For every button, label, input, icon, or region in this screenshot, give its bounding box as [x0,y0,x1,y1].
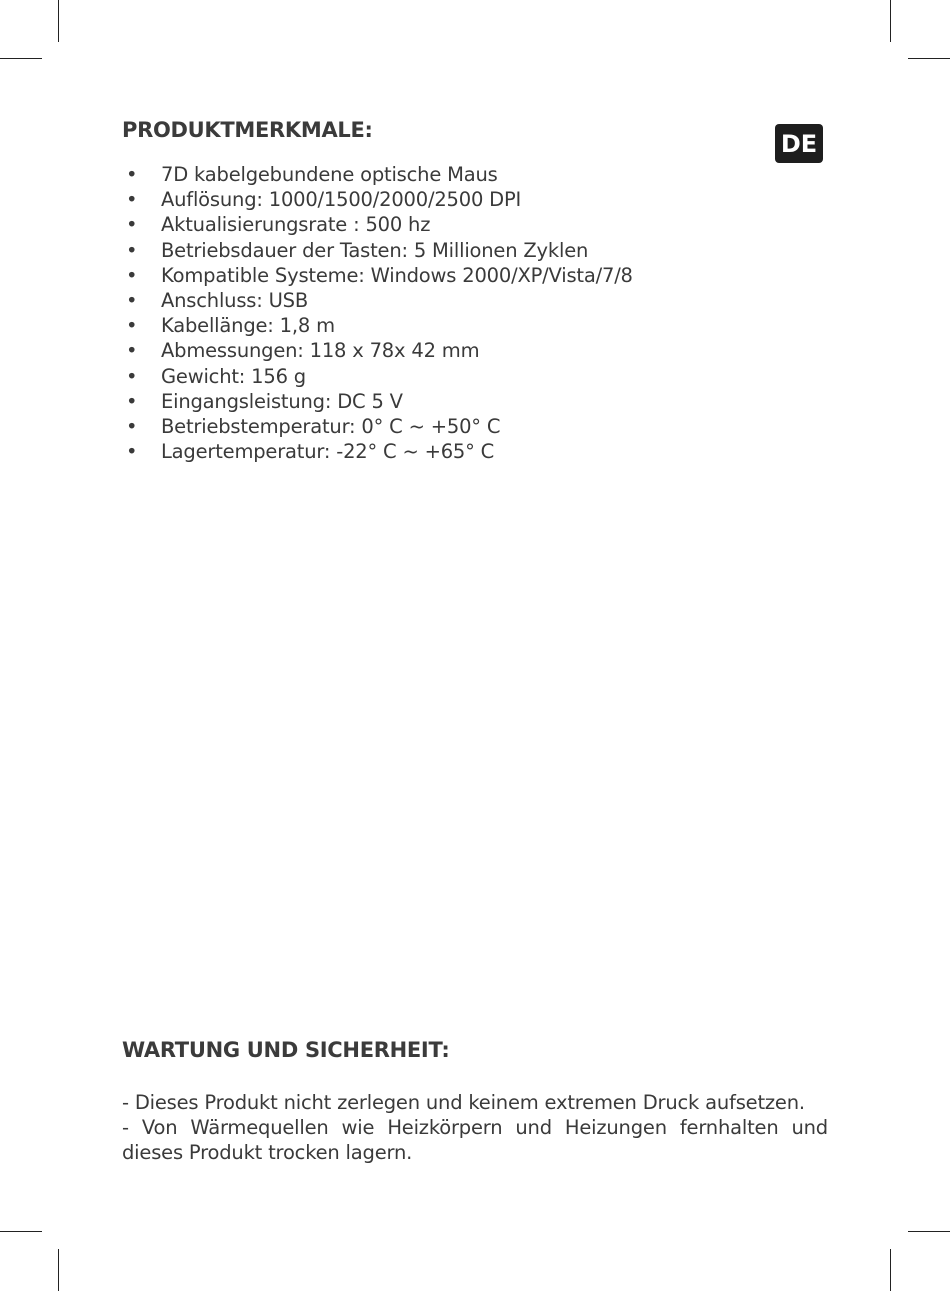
feature-text: Lagertemperatur: -22° C ~ +65° C [161,440,495,464]
language-badge: DE [775,124,823,163]
feature-text: Abmessungen: 118 x 78x 42 mm [161,339,480,363]
list-item [122,313,633,338]
bullet-icon: • [126,339,138,363]
feature-text: 7D kabelgebundene optische Maus [161,163,498,186]
feature-text: Aktualisierungsrate : 500 hz [161,213,431,237]
bullet-icon: • [126,440,138,464]
crop-mark-top-left-vertical [58,0,59,42]
feature-text: Auflösung: 1000/1500/2000/2500 DPI [161,188,522,212]
bullet-icon: • [126,314,138,338]
safety-heading: WARTUNG UND SICHERHEIT: [122,1038,450,1062]
bullet-icon: • [126,389,138,413]
bullet-icon: • [126,163,138,186]
list-item [122,187,633,212]
safety-text [122,1090,828,1165]
list-item [122,162,633,187]
list-item [122,338,633,363]
feature-text: Gewicht: 156 g [161,364,306,388]
features-list [122,162,633,464]
safety-paragraph: - Von Wärmequellen wie Heizkörpern und Heizungen fernhalten und dieses Produkt trocken lagern. [122,1116,828,1164]
crop-mark-bottom-left-horizontal [0,1231,42,1232]
list-item [122,439,633,464]
feature-text: Eingangsleistung: DC 5 V [161,389,403,413]
bullet-icon: • [126,414,138,438]
bullet-icon: • [126,263,138,287]
bullet-icon: • [126,213,138,237]
feature-text: Betriebsdauer der Tasten: 5 Millionen Zyklen [161,238,589,262]
crop-mark-bottom-right-horizontal [908,1231,950,1232]
crop-mark-top-right-vertical [890,0,891,42]
list-item [122,238,633,263]
list-item [122,212,633,237]
crop-mark-bottom-left-vertical [58,1249,59,1291]
features-heading: PRODUKTMERKMALE: [122,118,373,142]
feature-text: Kabellänge: 1,8 m [161,314,335,338]
bullet-icon: • [126,238,138,262]
feature-text: Kompatible Systeme: Windows 2000/XP/Vista/7/8 [161,263,633,287]
crop-mark-top-left-horizontal [0,58,42,59]
feature-text: Betriebstemperatur: 0° C ~ +50° C [161,414,501,438]
bullet-icon: • [126,288,138,312]
list-item [122,288,633,313]
list-item [122,364,633,389]
bullet-icon: • [126,188,138,212]
list-item [122,263,633,288]
crop-mark-bottom-right-vertical [890,1249,891,1291]
list-item [122,414,633,439]
crop-mark-top-right-horizontal [908,58,950,59]
feature-text: Anschluss: USB [161,288,309,312]
list-item [122,389,633,414]
bullet-icon: • [126,364,138,388]
safety-paragraph: - Dieses Produkt nicht zerlegen und keinem extremen Druck aufsetzen. [122,1091,805,1114]
